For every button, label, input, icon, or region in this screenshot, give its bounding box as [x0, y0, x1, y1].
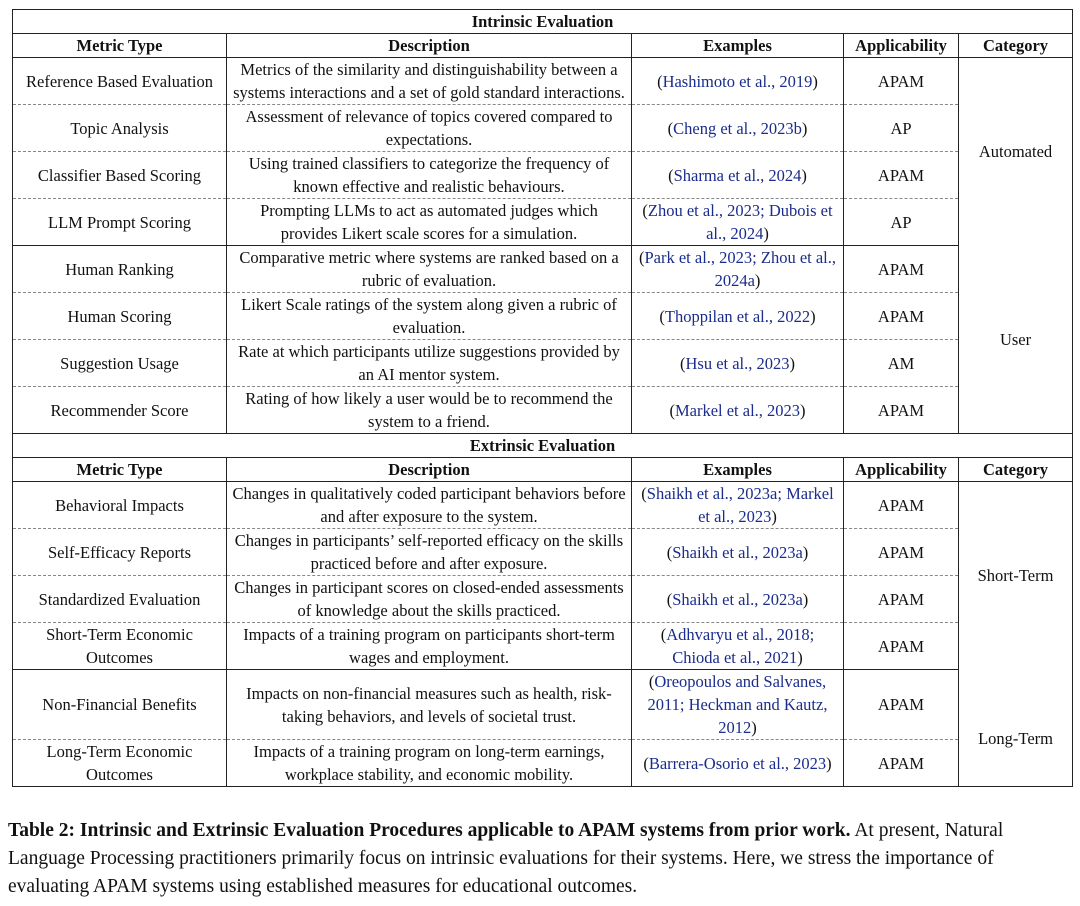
metric-type: Behavioral Impacts — [13, 482, 227, 529]
table-row — [13, 105, 1073, 152]
metric-type: Classifier Based Scoring — [13, 152, 227, 199]
metric-type: Non-Financial Benefits — [13, 670, 227, 740]
applicability: APAM — [844, 246, 959, 293]
examples: (Barrera-Osorio et al., 2023) — [632, 740, 844, 787]
description: Impacts of a training program on participants short-term wages and employment. — [227, 623, 632, 670]
citation-link[interactable]: Sharma et al., 2024 — [673, 165, 802, 185]
table-row — [13, 340, 1073, 387]
applicability: APAM — [844, 670, 959, 740]
description: Rate at which participants utilize suggestions provided by an AI mentor system. — [227, 340, 632, 387]
citation-link[interactable]: Thoppilan et al., 2022 — [664, 306, 811, 326]
examples: (Markel et al., 2023) — [632, 387, 844, 434]
applicability: APAM — [844, 152, 959, 199]
table-row — [13, 670, 1073, 740]
header-category: Category — [959, 34, 1073, 58]
examples: (Cheng et al., 2023b) — [632, 105, 844, 152]
intrinsic-section-title-row — [13, 10, 1073, 34]
examples: (Park et al., 2023; Zhou et al., 2024a) — [632, 246, 844, 293]
header-examples: Examples — [632, 458, 844, 482]
examples: (Hashimoto et al., 2019) — [632, 58, 844, 105]
description: Impacts of a training program on long-term earnings, workplace stability, and economic mobility. — [227, 740, 632, 787]
table-row — [13, 58, 1073, 105]
table-caption — [8, 817, 1074, 901]
applicability: AP — [844, 105, 959, 152]
applicability: APAM — [844, 576, 959, 623]
description: Prompting LLMs to act as automated judges which provides Likert scale scores for a simulation. — [227, 199, 632, 246]
header-description: Description — [227, 458, 632, 482]
applicability: APAM — [844, 623, 959, 670]
table-row — [13, 740, 1073, 787]
extrinsic-header-row — [13, 458, 1073, 482]
examples: (Adhvaryu et al., 2018; Chioda et al., 2021) — [632, 623, 844, 670]
examples: (Shaikh et al., 2023a; Markel et al., 2023) — [632, 482, 844, 529]
applicability: AM — [844, 340, 959, 387]
metric-type: Topic Analysis — [13, 105, 227, 152]
header-metric-type: Metric Type — [13, 458, 227, 482]
applicability: APAM — [844, 293, 959, 340]
caption-title: Intrinsic and Extrinsic Evaluation Procedures applicable to APAM systems from prior work. — [79, 820, 851, 841]
metric-type: Human Scoring — [13, 293, 227, 340]
table-row — [13, 576, 1073, 623]
metric-type: LLM Prompt Scoring — [13, 199, 227, 246]
examples: (Shaikh et al., 2023a) — [632, 576, 844, 623]
applicability: APAM — [844, 482, 959, 529]
extrinsic-section-title: Extrinsic Evaluation — [13, 434, 1073, 458]
metric-type: Short-Term Economic Outcomes — [13, 623, 227, 670]
intrinsic-section-title: Intrinsic Evaluation — [13, 10, 1073, 34]
applicability: APAM — [844, 58, 959, 105]
citation-link[interactable]: Zhou et al., 2023; Dubois et al., 2024 — [647, 201, 833, 243]
citation-link[interactable]: Adhvaryu et al., 2018; Chioda et al., 2021 — [666, 625, 815, 667]
table-row — [13, 529, 1073, 576]
table-row — [13, 246, 1073, 293]
citation-link[interactable]: Shaikh et al., 2023a — [672, 542, 803, 562]
description: Using trained classifiers to categorize the frequency of known effective and realistic behaviours. — [227, 152, 632, 199]
citation-link[interactable]: Hashimoto et al., 2019 — [662, 71, 813, 91]
description: Impacts on non-financial measures such as health, risk-taking behaviors, and levels of societal trust. — [227, 670, 632, 740]
metric-type: Human Ranking — [13, 246, 227, 293]
table-row — [13, 293, 1073, 340]
applicability: APAM — [844, 529, 959, 576]
examples: (Oreopoulos and Salvanes, 2011; Heckman and Kautz, 2012) — [632, 670, 844, 740]
intrinsic-header-row — [13, 34, 1073, 58]
table-row — [13, 623, 1073, 670]
description: Assessment of relevance of topics covered compared to expectations. — [227, 105, 632, 152]
citation-link[interactable]: Shaikh et al., 2023a; Markel et al., 2023 — [646, 484, 834, 526]
description: Likert Scale ratings of the system along given a rubric of evaluation. — [227, 293, 632, 340]
description: Comparative metric where systems are ranked based on a rubric of evaluation. — [227, 246, 632, 293]
table-row — [13, 387, 1073, 434]
description: Changes in qualitatively coded participant behaviors before and after exposure to the system. — [227, 482, 632, 529]
category-cell: Long-Term — [959, 670, 1073, 787]
applicability: APAM — [844, 387, 959, 434]
description: Rating of how likely a user would be to recommend the system to a friend. — [227, 387, 632, 434]
examples: (Sharma et al., 2024) — [632, 152, 844, 199]
header-description: Description — [227, 34, 632, 58]
citation-link[interactable]: Hsu et al., 2023 — [685, 353, 790, 373]
citation-link[interactable]: Cheng et al., 2023b — [673, 118, 802, 138]
metric-type: Self-Efficacy Reports — [13, 529, 227, 576]
description: Changes in participants’ self-reported efficacy on the skills practiced before and after exposure. — [227, 529, 632, 576]
header-metric-type: Metric Type — [13, 34, 227, 58]
header-examples: Examples — [632, 34, 844, 58]
applicability: APAM — [844, 740, 959, 787]
metric-type: Recommender Score — [13, 387, 227, 434]
examples: (Thoppilan et al., 2022) — [632, 293, 844, 340]
header-category: Category — [959, 458, 1073, 482]
citation-link[interactable]: Park et al., 2023; Zhou et al., 2024a — [644, 248, 837, 290]
category-cell: Automated — [959, 58, 1073, 246]
citation-link[interactable]: Markel et al., 2023 — [674, 400, 801, 420]
table-row — [13, 482, 1073, 529]
evaluation-table — [12, 9, 1073, 787]
metric-type: Suggestion Usage — [13, 340, 227, 387]
examples: (Shaikh et al., 2023a) — [632, 529, 844, 576]
citation-link[interactable]: Shaikh et al., 2023a — [672, 589, 803, 609]
metric-type: Long-Term Economic Outcomes — [13, 740, 227, 787]
extrinsic-section-title-row — [13, 434, 1073, 458]
description: Changes in participant scores on closed-ended assessments of knowledge about the skills practiced. — [227, 576, 632, 623]
table-row — [13, 199, 1073, 246]
header-applicability: Applicability — [844, 458, 959, 482]
caption-text: At present, Natural Language Processing practitioners primarily focus on intrinsic evaluations for their systems. Here, we stress the importance of evaluating APAM systems using established measures for educational outcomes. — [8, 820, 1004, 897]
applicability: AP — [844, 199, 959, 246]
examples: (Zhou et al., 2023; Dubois et al., 2024) — [632, 199, 844, 246]
caption-label: Table 2: — [8, 820, 76, 841]
table-row — [13, 152, 1073, 199]
metric-type: Reference Based Evaluation — [13, 58, 227, 105]
description: Metrics of the similarity and distinguishability between a systems interactions and a set of gold standard interactions. — [227, 58, 632, 105]
citation-link[interactable]: Oreopoulos and Salvanes, 2011; Heckman and Kautz, 2012 — [647, 672, 828, 737]
category-cell: Short-Term — [959, 482, 1073, 670]
category-cell: User — [959, 246, 1073, 434]
citation-link[interactable]: Barrera-Osorio et al., 2023 — [648, 753, 827, 773]
examples: (Hsu et al., 2023) — [632, 340, 844, 387]
header-applicability: Applicability — [844, 34, 959, 58]
metric-type: Standardized Evaluation — [13, 576, 227, 623]
